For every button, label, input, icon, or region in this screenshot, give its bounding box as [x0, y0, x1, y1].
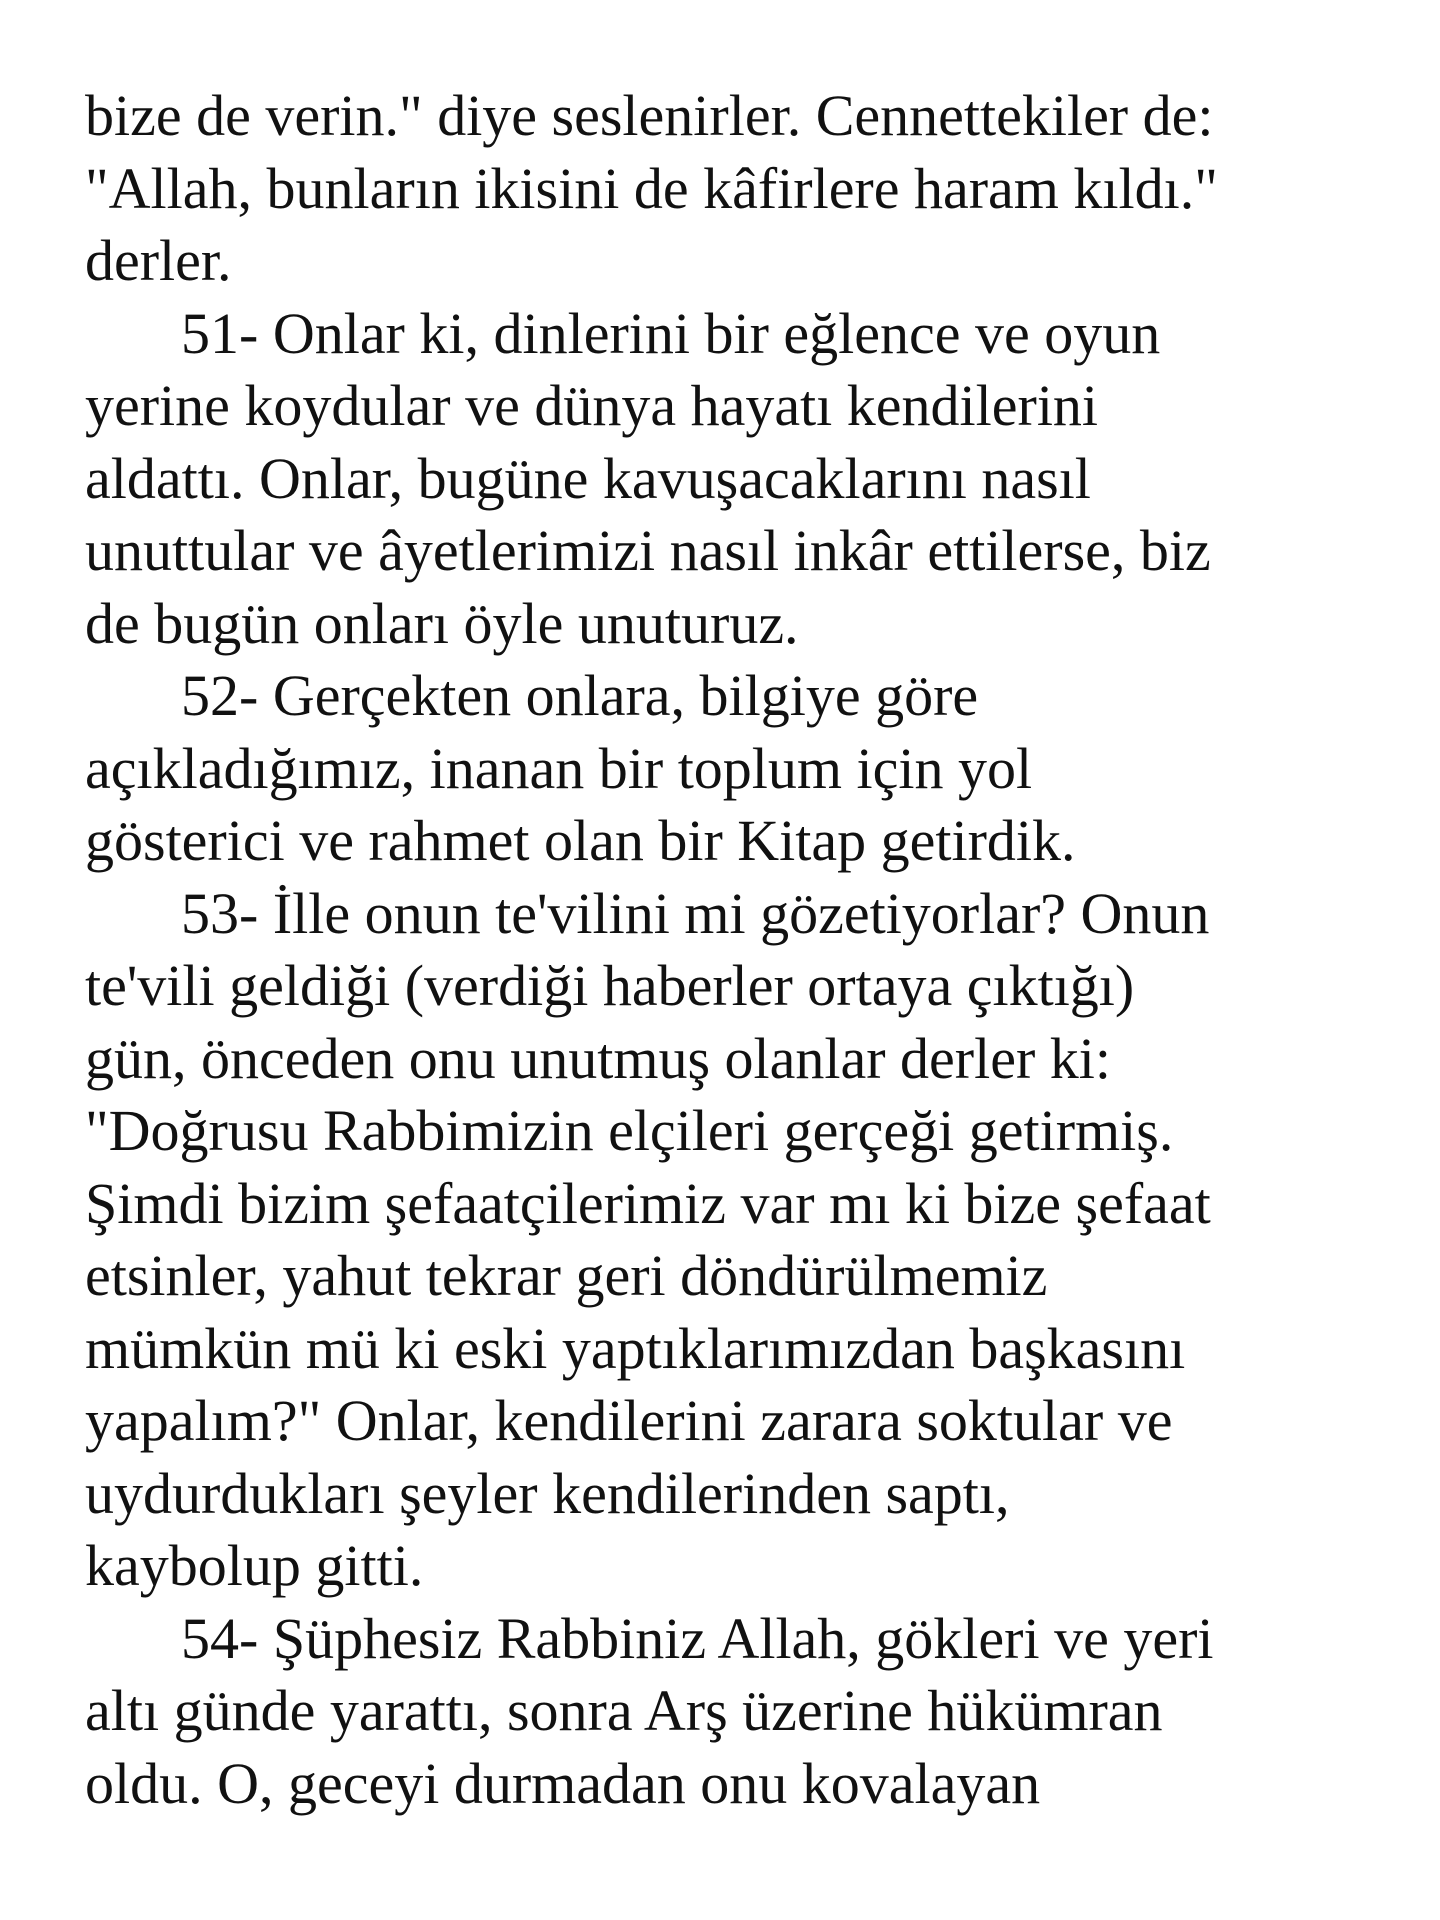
- text-line: gün, önceden onu unutmuş olanlar derler ki:: [85, 1025, 1112, 1091]
- verse-54-start: 54- Şüphesiz Rabbiniz Allah, gökleri ve yeri: [181, 1605, 1214, 1671]
- verse-53-start: 53- İlle onun te'vilini mi gözetiyorlar? Onun: [181, 880, 1210, 946]
- text-line: mümkün mü ki eski yaptıklarımızdan başkasını: [85, 1315, 1186, 1381]
- text-line: gösterici ve rahmet olan bir Kitap getirdik.: [85, 808, 1076, 873]
- text-line: derler.: [85, 228, 232, 293]
- text-line: aldattı. Onlar, bugüne kavuşacaklarını nasıl: [85, 445, 1091, 511]
- text-line: altı günde yarattı, sonra Arş üzerine hükümran: [85, 1678, 1163, 1743]
- text-line: yerine koydular ve dünya hayatı kendilerini: [85, 373, 1099, 438]
- verse-52-start: 52- Gerçekten onlara, bilgiye göre: [181, 663, 979, 728]
- text-line: de bugün onları öyle unuturuz.: [85, 590, 799, 656]
- text-line: "Allah, bunların ikisini de kâfirlere haram kıldı.": [85, 155, 1218, 221]
- text-line: te'vili geldiği (verdiği haberler ortaya çıktığı): [85, 953, 1135, 1018]
- text-line: açıkladığımız, inanan bir toplum için yol: [85, 735, 1033, 801]
- text-line: unuttular ve âyetlerimizi nasıl inkâr ettilerse, biz: [85, 518, 1211, 583]
- text-line: bize de verin." diye seslenirler. Cennettekiler de:: [85, 83, 1214, 148]
- text-line: "Doğrusu Rabbimizin elçileri gerçeği getirmiş.: [85, 1098, 1174, 1163]
- text-line: kaybolup gitti.: [85, 1533, 424, 1598]
- text-line: Şimdi bizim şefaatçilerimiz var mı ki bize şefaat: [85, 1170, 1211, 1236]
- verse-51-start: 51- Onlar ki, dinlerini bir eğlence ve oyun: [181, 300, 1161, 366]
- text-line: oldu. O, geceyi durmadan onu kovalayan: [85, 1750, 1041, 1816]
- text-line: etsinler, yahut tekrar geri döndürülmemiz: [85, 1243, 1048, 1308]
- text-line: uydurdukları şeyler kendilerinden saptı,: [85, 1460, 1010, 1526]
- text-line: yapalım?" Onlar, kendilerini zarara soktular ve: [85, 1388, 1173, 1453]
